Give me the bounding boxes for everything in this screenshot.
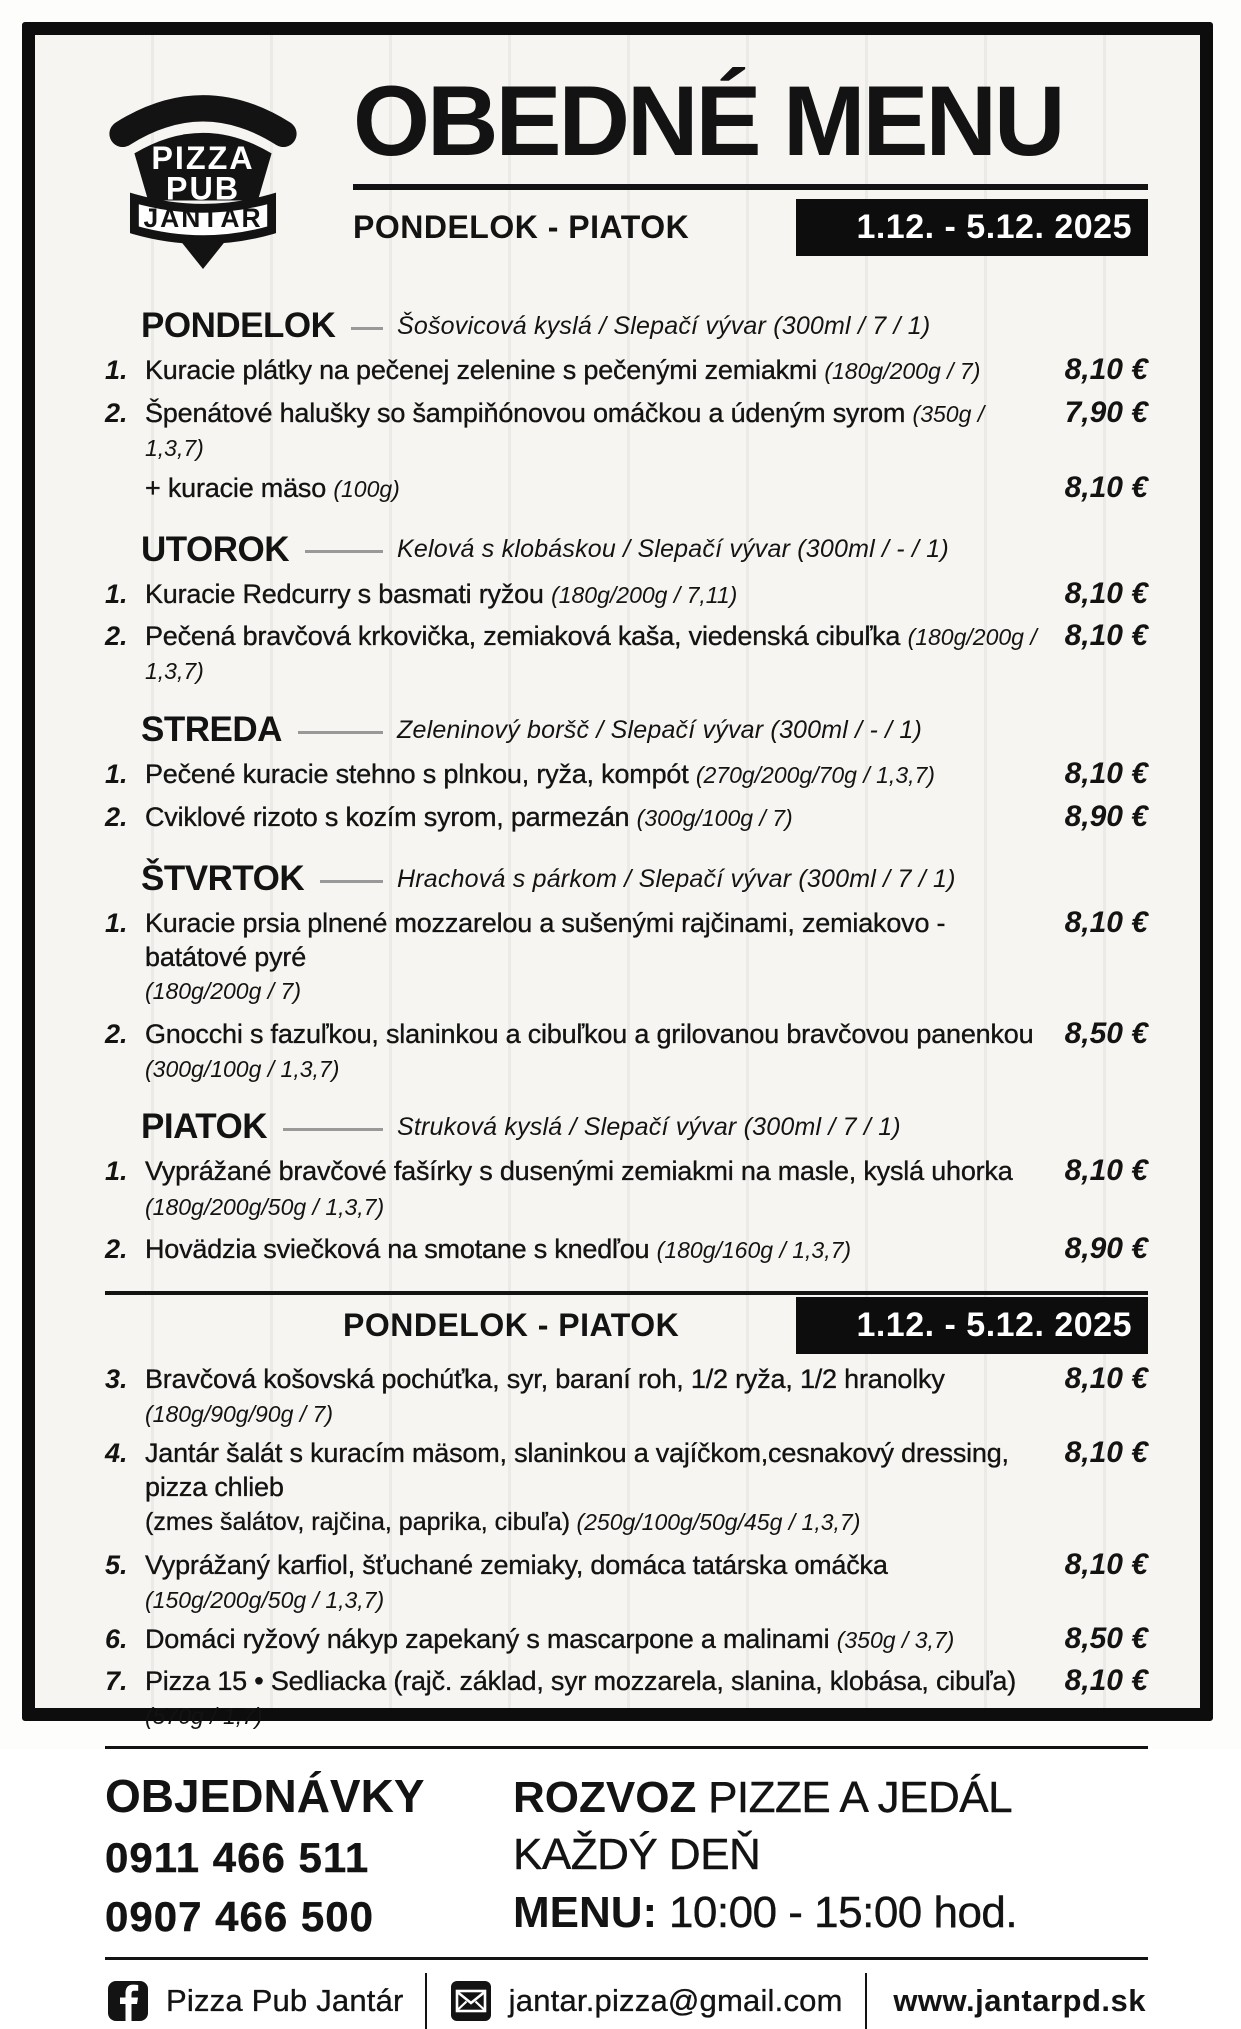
item-price: 8,10 €	[1064, 353, 1148, 386]
daily-menu-list	[105, 306, 1148, 1268]
menu-item-row	[105, 1152, 1148, 1190]
item-price: 8,90 €	[1064, 1232, 1148, 1266]
day-soup: Hrachová s párkom / Slepačí vývar (300ml / 7 / 1)	[397, 864, 956, 893]
day-header	[141, 306, 1148, 346]
item-portion-note: (100g)	[333, 475, 400, 502]
menu-item-row	[105, 755, 1148, 793]
item-number: 7.	[105, 1666, 128, 1697]
facebook-page-name: Pizza Pub Jantár	[166, 1983, 404, 2019]
menu-item-row	[105, 1360, 1148, 1430]
item-text: Pečená bravčová krkovička, zemiaková kaša, viedenská cibuľka (180g/200g / 1,3,7)	[145, 621, 1037, 685]
menu-item-row	[105, 1230, 1148, 1268]
item-number: 1.	[105, 355, 128, 385]
item-number: 2.	[105, 621, 128, 652]
menu-item-row	[105, 904, 1148, 974]
weekdays-subtitle: PONDELOK - PIATOK	[353, 208, 690, 245]
item-portion-note-line: (180g/200g / 7)	[145, 978, 302, 1005]
item-portion-note-line: (zmes šalátov, rajčina, paprika, cibuľa) (250g/100g/50g/45g / 1,3,7)	[145, 1508, 861, 1537]
weekdays-subtitle: PONDELOK - PIATOK	[343, 1307, 680, 1344]
day-name: PIATOK	[141, 1107, 267, 1147]
weekly-extras-section	[105, 1291, 1148, 1732]
item-text: Vyprážaný karfiol, šťuchané zemiaky, domáca tatárska omáčka (150g/200g/50g / 1,3,7)	[145, 1550, 888, 1614]
pizza-pub-jantar-logo	[105, 75, 301, 276]
day-section	[105, 859, 1148, 1084]
item-number: 1.	[105, 759, 128, 790]
day-section	[105, 306, 1148, 507]
day-section	[105, 710, 1148, 836]
website-url: www.jantarpd.sk	[893, 1983, 1146, 2019]
item-number: 2.	[105, 802, 128, 833]
day-section	[105, 1107, 1148, 1268]
menu-item-row	[105, 469, 1148, 507]
item-price: 8,10 €	[1064, 1548, 1148, 1582]
pizza-slice-logo-icon	[105, 75, 301, 271]
item-number: 6.	[105, 1624, 128, 1655]
item-portion-note: (180g/200g / 7,11)	[551, 581, 738, 608]
svg-text:PIZZA: PIZZA	[151, 140, 255, 177]
orders-label: OBJEDNÁVKY	[105, 1770, 425, 1823]
item-text: + kuracie mäso (100g)	[145, 472, 400, 503]
item-price: 8,10 €	[1064, 576, 1148, 610]
menu-hours-line: MENU: 10:00 - 15:00 hod.	[513, 1887, 1018, 1937]
day-soup: Kelová s klobáskou / Slepačí vývar (300ml / - / 1)	[397, 535, 949, 564]
item-price: 8,50 €	[1064, 1016, 1148, 1050]
item-price: 8,10 €	[1064, 619, 1148, 653]
extras-item-list	[105, 1360, 1148, 1732]
header	[105, 65, 1148, 276]
item-portion-note: (180g/200g / 7)	[824, 358, 981, 384]
menu-item-row	[105, 1015, 1148, 1053]
item-text: Jantár šalát s kuracím mäsom, slaninkou a vajíčkom,cesnakový dressing, pizza chlieb	[145, 1438, 1009, 1503]
contact-section	[105, 1746, 1148, 1941]
date-range-badge: 1.12. - 5.12. 2025	[796, 1297, 1148, 1354]
page-frame	[22, 22, 1213, 2019]
item-number: 3.	[105, 1364, 128, 1395]
date-range-badge: 1.12. - 5.12. 2025	[796, 199, 1148, 256]
dash-divider	[305, 550, 383, 553]
item-text: Gnocchi s fazuľkou, slaninkou a cibuľkou a grilovanou bravčovou panenkou	[145, 1018, 1034, 1049]
item-price: 8,90 €	[1064, 800, 1148, 834]
item-portion-note: (350g / 3,7)	[836, 1627, 955, 1654]
item-text: Pečené kuracie stehno s plnkou, ryža, kompót (270g/200g/70g / 1,3,7)	[145, 759, 935, 790]
item-text: Špenátové halušky so šampiňónovou omáčkou a údeným syrom (350g / 1,3,7)	[145, 397, 985, 461]
day-header	[141, 859, 1148, 899]
day-soup: Zeleninový boršč / Slepačí vývar (300ml / - / 1)	[397, 715, 923, 744]
item-portion-note: (350g / 1,3,7)	[145, 400, 985, 461]
menu-item-row	[105, 617, 1148, 687]
day-header	[141, 530, 1148, 570]
section-divider	[105, 1291, 1148, 1295]
phone-number-1: 0911 466 511	[105, 1834, 370, 1882]
item-price: 8,10 €	[1064, 470, 1148, 504]
item-text: Pizza 15 • Sedliacka (rajč. základ, syr mozzarela, slanina, klobása, cibuľa) (570g / 1,7)	[145, 1666, 1017, 1730]
dash-divider	[298, 731, 383, 734]
item-price: 7,90 €	[1064, 395, 1148, 429]
menu-item-row	[105, 1620, 1148, 1658]
day-header	[141, 710, 1148, 750]
delivery-line-2: KAŽDÝ DEŇ	[513, 1830, 761, 1880]
item-text: Hovädzia sviečková na smotane s knedľou (180g/160g / 1,3,7)	[145, 1234, 852, 1265]
day-section	[105, 530, 1148, 688]
day-soup: Šošovicová kyslá / Slepačí vývar (300ml / 7 / 1)	[397, 311, 931, 340]
item-text: Bravčová košovská pochúťka, syr, baraní roh, 1/2 ryža, 1/2 hranolky (180g/90g/90g / 7)	[145, 1364, 945, 1428]
facebook-icon	[107, 1980, 149, 2022]
title-underline	[353, 184, 1148, 190]
item-number: 5.	[105, 1550, 128, 1581]
item-number: 1.	[105, 578, 128, 609]
item-price: 8,10 €	[1064, 1362, 1148, 1396]
day-name: PONDELOK	[141, 306, 336, 345]
svg-text:PUB: PUB	[165, 170, 241, 207]
svg-text:JANTÁR: JANTÁR	[143, 202, 263, 233]
item-portion-note: (180g/160g / 1,3,7)	[656, 1237, 852, 1264]
item-number: 1.	[105, 1156, 128, 1187]
item-text: Kuracie Redcurry s basmati ryžou (180g/200g / 7,11)	[145, 578, 738, 609]
day-name: UTOROK	[141, 529, 290, 569]
item-text: Vyprážané bravčové fašírky s dusenými zemiakmi na masle, kyslá uhorka	[145, 1156, 1013, 1187]
item-text: Kuracie plátky na pečenej zelenine s pečenými zemiakmi (180g/200g / 7)	[145, 355, 981, 385]
item-portion-note-line: (180g/200g/50g / 1,3,7)	[145, 1193, 385, 1220]
day-name: STREDA	[141, 710, 282, 750]
menu-item-row	[105, 394, 1148, 464]
item-price: 8,10 €	[1064, 1436, 1148, 1470]
item-portion-note: (570g / 1,7)	[145, 1703, 263, 1730]
item-portion-note: (270g/200g/70g / 1,3,7)	[695, 762, 935, 789]
item-portion-note: (180g/200g / 1,3,7)	[145, 624, 1037, 685]
dash-divider	[283, 1128, 383, 1131]
item-portion-note-line: (300g/100g / 1,3,7)	[145, 1056, 340, 1083]
item-price: 8,10 €	[1064, 1154, 1148, 1188]
item-number: 2.	[105, 1018, 128, 1049]
menu-item-row	[105, 575, 1148, 613]
item-price: 8,50 €	[1064, 1622, 1148, 1656]
menu-item-row	[105, 1662, 1148, 1732]
item-text: Kuracie prsia plnené mozzarelou a sušenými rajčinami, zemiakovo - batátové pyré	[145, 908, 946, 973]
footer	[105, 1957, 1148, 2029]
day-soup: Struková kyslá / Slepačí vývar (300ml / 7 / 1)	[397, 1112, 901, 1141]
phone-number-2: 0907 466 500	[105, 1893, 374, 1941]
item-portion-note: (180g/90g/90g / 7)	[145, 1401, 333, 1428]
item-number: 4.	[105, 1438, 128, 1469]
item-number: 2.	[105, 1234, 128, 1265]
dash-divider	[351, 327, 383, 330]
page-title: OBEDNÉ MENU	[353, 65, 1063, 176]
menu-item-row	[105, 798, 1148, 836]
item-price: 8,10 €	[1064, 757, 1148, 791]
menu-item-row	[105, 351, 1148, 389]
menu-item-row	[105, 1546, 1148, 1616]
menu-item-row	[105, 1434, 1148, 1504]
item-text: Domáci ryžový nákyp zapekaný s mascarpone a malinami (350g / 3,7)	[145, 1624, 955, 1655]
item-number: 1.	[105, 908, 128, 939]
item-portion-note: (150g/200g/50g / 1,3,7)	[145, 1587, 385, 1614]
item-text: Cviklové rizoto s kozím syrom, parmezán (300g/100g / 7)	[145, 802, 793, 833]
item-number: 2.	[105, 397, 128, 428]
dash-divider	[320, 880, 383, 883]
day-name: ŠTVRTOK	[141, 859, 305, 899]
item-price: 8,10 €	[1064, 1664, 1148, 1698]
delivery-line-1: ROZVOZ PIZZE A JEDÁL	[513, 1773, 1013, 1823]
email-icon	[450, 1980, 492, 2022]
item-portion-note: (300g/100g / 7)	[636, 805, 793, 832]
email-address: jantar.pizza@gmail.com	[508, 1983, 843, 2019]
item-price: 8,10 €	[1064, 906, 1148, 940]
day-header	[141, 1107, 1148, 1147]
